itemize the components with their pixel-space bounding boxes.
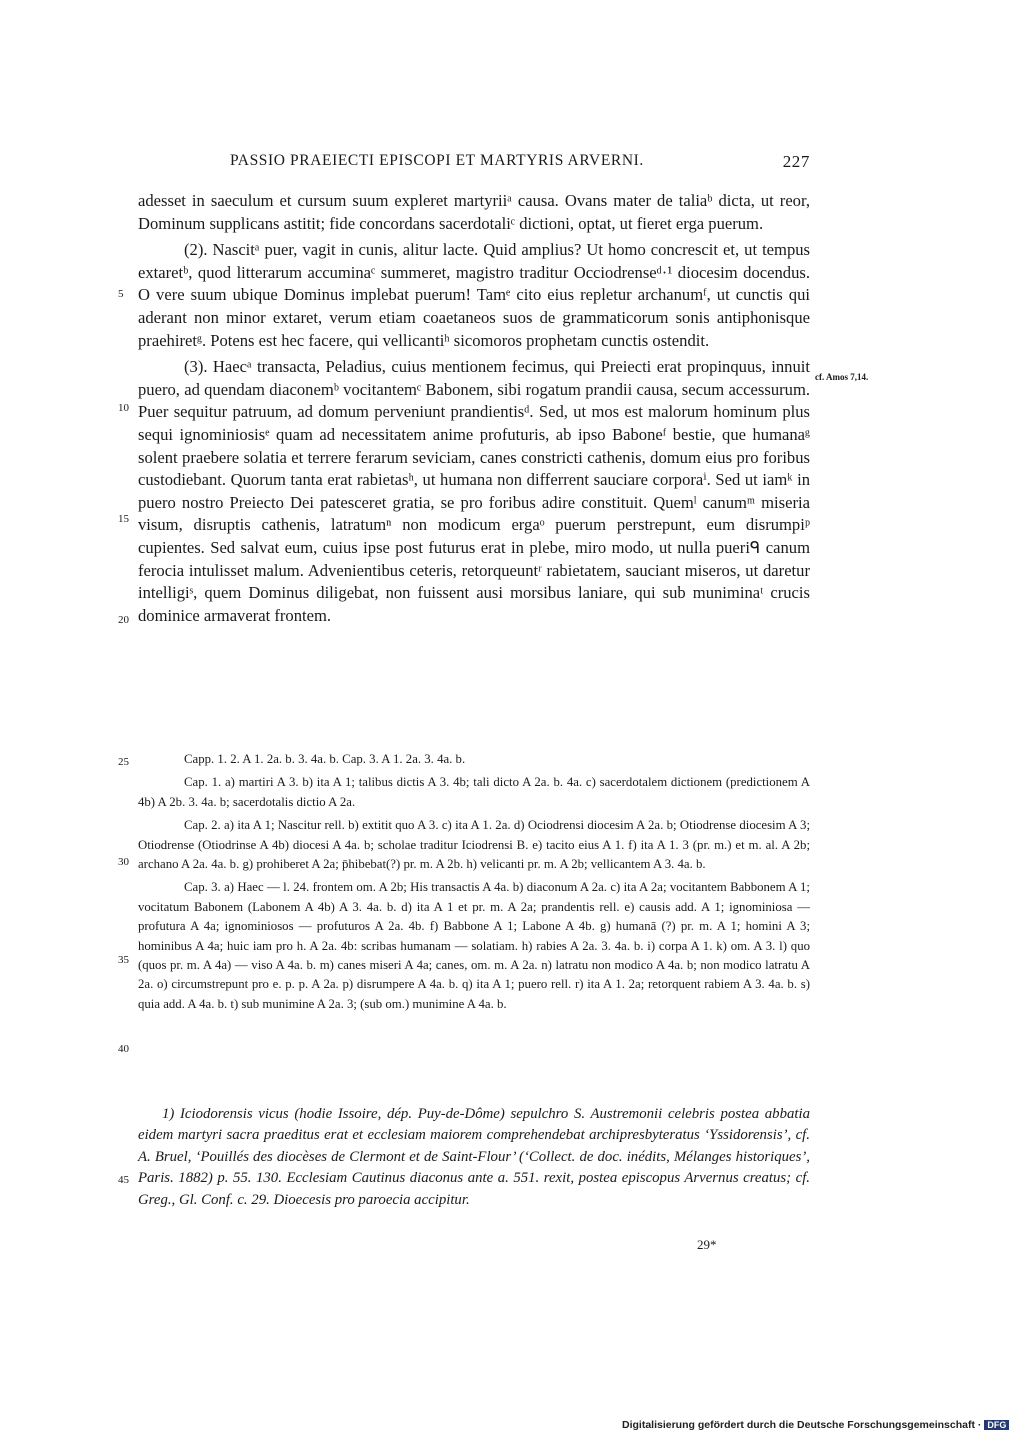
footnote-1: 1) Iciodorensis vicus (hodie Issoire, dép. Puy-de-Dôme) sepulchro S. Austremonii celebris postea abbatia eidem martyri sacra praeditus erat et ecclesiam maiorem comprehendebat archipresbyteratus ‘Yssidorensis’, cf. A. Bruel, ‘Pouillés des diocèses de Clermont et de Saint-Flour’ (‘Collect. de doc. inédits, Mélanges historiques’, Paris. 1882) p. 55. 130. Ecclesiam Cautinus diaconus ante a. 551. rexit, postea episcopus Arvernus creatus; cf. Greg., Gl. Conf. c. 29. Dioecesis pro paroecia accipitur. (138, 1106, 810, 1208)
line-number: 45 (118, 1174, 129, 1186)
signature-mark: 29* (697, 1237, 717, 1252)
line-number: 40 (118, 1043, 129, 1055)
margin-note: cf. Amos 7,14. (815, 372, 869, 382)
apparatus-capp: Capp. 1. 2. A 1. 2a. b. 3. 4a. b. Cap. 3. A 1. 2a. 3. 4a. b. (184, 752, 466, 766)
footer-text: Digitalisierung gefördert durch die Deutsche Forschungsgemeinschaft · (622, 1419, 982, 1431)
line-number: 25 (118, 756, 129, 768)
apparatus-cap1: Cap. 1. a) martiri A 3. b) ita A 1; talibus dictis A 3. 4b; tali dicto A 2a. b. 4a. c) sacerdotalem dictionem (predictionem A 4b) A 2b. 3. 4a. b; sacerdotalis dictio A 2a. (138, 775, 810, 809)
line-number: 5 (118, 288, 124, 300)
line-number: 10 (118, 402, 129, 414)
footnote (138, 1104, 810, 1211)
critical-apparatus (138, 750, 810, 1014)
line-number: 15 (118, 513, 129, 525)
line-number: 35 (118, 954, 129, 966)
apparatus-cap2: Cap. 2. a) ita A 1; Nascitur rell. b) extitit quo A 3. c) ita A 1. 2a. d) Ociodrensi diocesim A 2a. b; Otiodrense diocesim A 3; Otiodrense (Otiodrinse A 4b) diocesi A 4a. b; scholae traditur Iciodrensi B. e) tacito eius A 1. f) ita A 1. 3 (pr. m.) et m. al. A 2b; archano A 2a. 4a. b. g) prohiberet A 2a; p̄hibebat(?) pr. m. A 2b. h) velicanti pr. m. A 2b; vellicantem A 3. 4a. b. (138, 818, 810, 872)
paragraph-3: (3). Haecᵃ transacta, Peladius, cuius mentionem fecimus, qui Preiecti erat propinquus, innuit puero, ad quendam diaconemᵇ vocitantemᶜ Babonem, sibi rogatum prandii causa, secum accessurum. Puer sequitur patruum, ad domum perveniunt prandientisᵈ. Sed, ut mos est malorum hominum plus sequi ignominiosisᵉ quam ad necessitatem anime profuturis, ab ipso Baboneᶠ bestie, que humanaᵍ solent praebere solatia et terrere ferarum seviciam, canes constricti cathenis, domum eius pro foribus custodiebant. Quorum tanta erat rabietasʰ, ut humana non differrent sauciare corporaⁱ. Sed ut iamᵏ in puero nostro Preiecto Dei patesceret gratia, se pro foribus adire constituit. Quemˡ canumᵐ miseria visum, disruptis cathenis, latratumⁿ non modicum ergaᵒ puerum perstrepunt, eum disrumpiᵖ cupientes. Sed salvat eum, cuius ipse post futurus erat in plebe, miro modo, ut nulla pueriᑫ canum ferocia intulisset malum. Advenientibus ceteris, retorqueuntʳ rabietatem, sauciant miseros, ut daretur intelligiˢ, quem Dominus diligebat, non fuissent ausi morsibus laniare, qui sub muniminaᵗ crucis dominice armaverat frontem. (138, 357, 810, 625)
digitization-footer (622, 1419, 1009, 1431)
paragraph-1: adesset in saeculum et cursum suum expleret martyriiᵃ causa. Ovans mater de taliaᵇ dicta, ut reor, Dominum supplicans astitit; fide concordans sacerdotaliᶜ dictioni, optat, ut fieret erga puerum. (138, 191, 810, 233)
dfg-logo: DFG (984, 1420, 1009, 1430)
running-title: PASSIO PRAEIECTI EPISCOPI ET MARTYRIS ARVERNI. (230, 152, 644, 169)
main-text (138, 190, 810, 627)
paragraph-2: (2). Nascitᵃ puer, vagit in cunis, alitur lacte. Quid amplius? Ut homo concrescit et, ut tempus extaretᵇ, quod litterarum accuminaᶜ summeret, magistro traditur Occiodrenseᵈ·¹ diocesim docendus. O vere suum ubique Dominus implebat puerum! Tamᵉ cito eius repletur archanumᶠ, ut cunctis qui aderant non minor extaret, verum etiam coaetaneos suos de grammaticorum sonis antiphonisque praehiretᵍ. Potens est hec facere, qui vellicantiʰ sicomoros prophetam cunctis ostendit. (138, 240, 810, 350)
apparatus-cap3: Cap. 3. a) Haec — l. 24. frontem om. A 2b; His transactis A 4a. b) diaconum A 2a. c) ita A 2a; vocitantem Babbonem A 1; vocitatum Babonem (Labonem A 4b) A 3. 4a. b. d) ita A 1 et pr. m. A 2a; prandentis rell. e) causis add. A 1; ignominiosa — profutura A 4a; ignominiosos — profuturos A 2a. 4b. f) Babbone A 1; Labone A 4b. g) humanā (?) pr. m. A 1; homini A 3; hominibus A 4a; huic iam pro h. A 2a. 4b: scribas humanam — solatiam. h) rabies A 2a. 3. 4a. b. i) corpa A 1. k) om. A 3. l) quo (quos pr. m. A 4a) — viso A 4a. b. m) canes miseri A 4a; canes, om. m. A 2a. n) latratu non modico A 4a. b; non modico latratu A 2a. o) circumstrepunt pro e. p. p. A 2a. p) disrumpere A 4a. b. q) ita A 1; puero rell. r) ita A 1. 2a; retorquent rabiem A 3. 4a. b. s) quia add. A 4a. b. t) sub munimine A 2a. 3; (sub om.) munimine A 4a. b. (138, 880, 810, 1011)
line-number: 30 (118, 856, 129, 868)
page-number: 227 (782, 152, 810, 171)
line-number: 20 (118, 614, 129, 626)
